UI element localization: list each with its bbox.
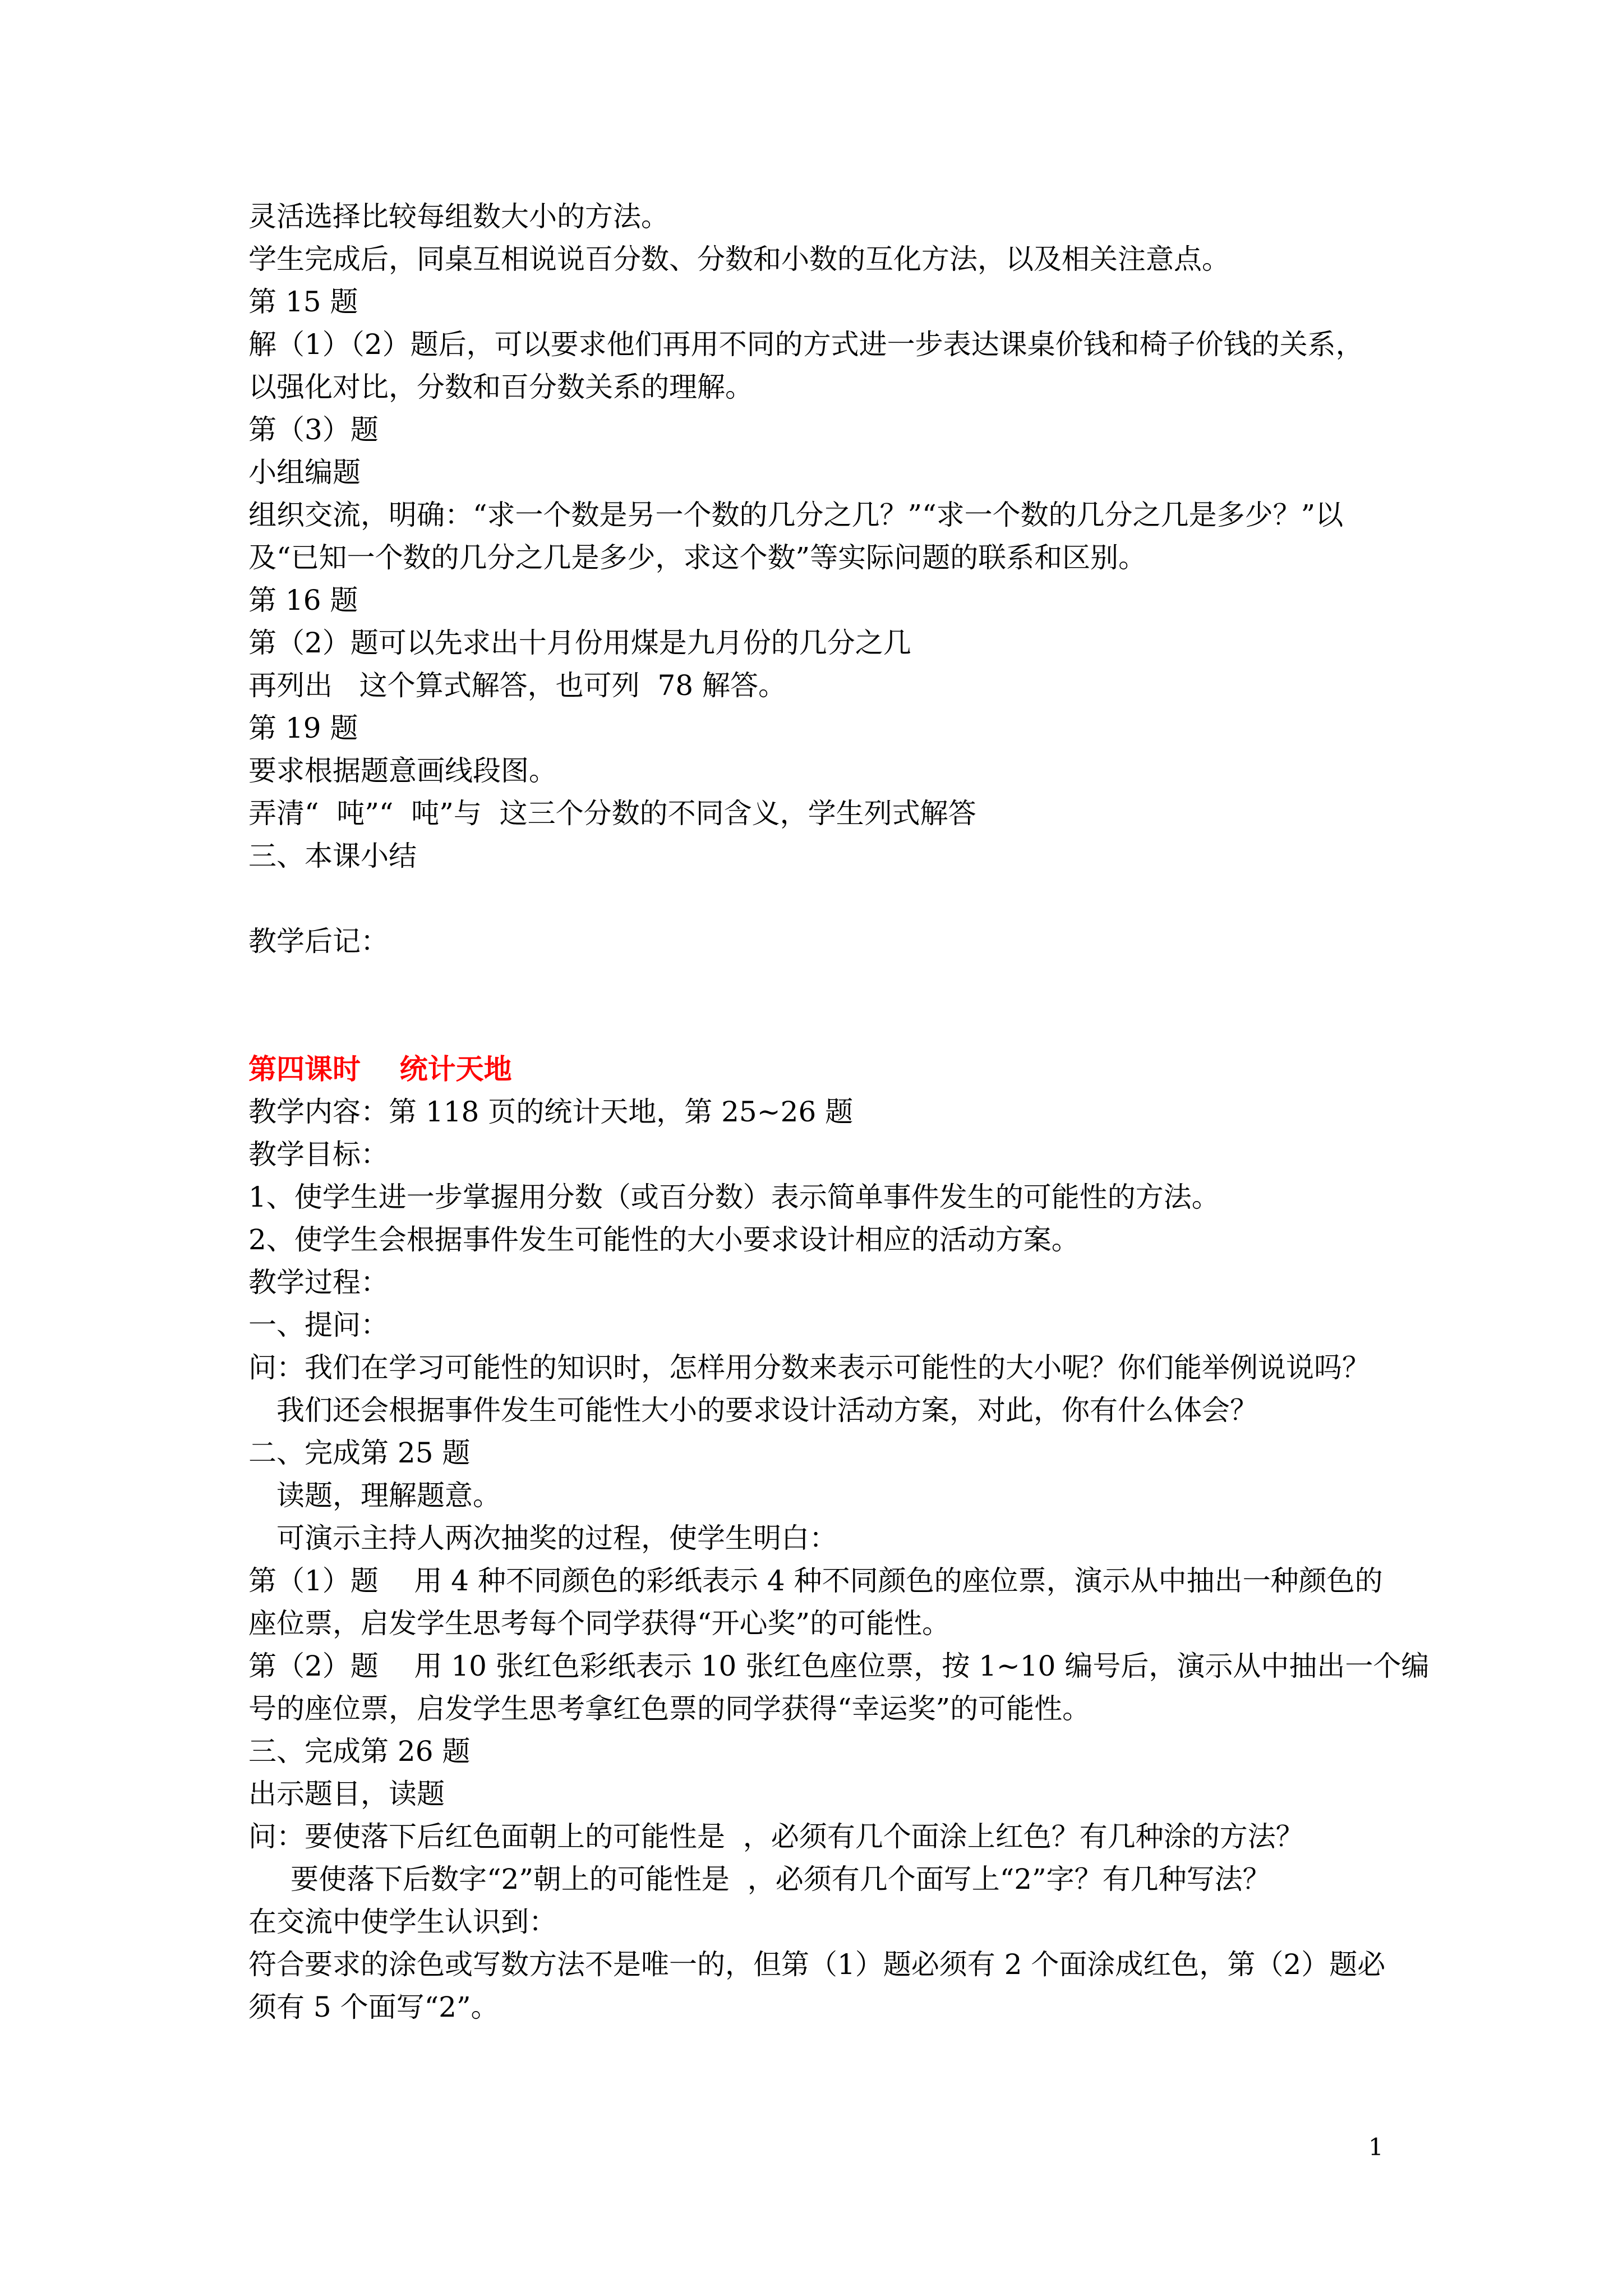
text-line: 出示题目，读题: [248, 1778, 445, 1810]
goals-label: 教学目标：: [248, 1138, 389, 1171]
page-number: 1: [1368, 2133, 1384, 2161]
goal-item: 1、使学生进一步掌握用分数（或百分数）表示简单事件发生的可能性的方法。: [248, 1181, 1220, 1213]
text-line: 第 16 题: [248, 584, 358, 616]
text-line: 第 15 题: [248, 286, 358, 318]
postscript-label: 教学后记：: [248, 925, 389, 958]
text-line: 可演示主持人两次抽奖的过程，使学生明白：: [276, 1522, 837, 1554]
text-line: 组织交流，明确：“求一个数是另一个数的几分之几？”“求一个数的几分之几是多少？”以: [248, 499, 1344, 531]
text-line: 须有 5 个面写“2”。: [248, 1991, 499, 2023]
process-label: 教学过程：: [248, 1266, 389, 1299]
spacer: [248, 877, 1415, 920]
text-line: 第（1）题 用 4 种不同颜色的彩纸表示 4 种不同颜色的座位票，演示从中抽出一种颜色的: [248, 1565, 1383, 1597]
step-heading: 二、完成第 25 题: [248, 1437, 471, 1469]
text-line: 号的座位票，启发学生思考拿红色票的同学获得“幸运奖”的可能性。: [248, 1692, 1091, 1725]
text-line: 座位票，启发学生思考每个同学获得“开心奖”的可能性。: [248, 1607, 951, 1640]
text-line: 三、本课小结: [248, 840, 417, 872]
text-line: 学生完成后，同桌互相说说百分数、分数和小数的互化方法，以及相关注意点。: [248, 243, 1230, 275]
text-line: 及“已知一个数的几分之几是多少，求这个数”等实际问题的联系和区别。: [248, 541, 1147, 574]
text-line: 灵活选择比较每组数大小的方法。: [248, 200, 669, 233]
step-heading: 三、完成第 26 题: [248, 1735, 471, 1768]
spacer: [248, 963, 1415, 1005]
lesson-content: 教学内容：第 118 页的统计天地，第 25~26 题: [248, 1096, 854, 1128]
text-line: 第 19 题: [248, 712, 358, 744]
text-line: 解（1）（2）题后，可以要求他们再用不同的方式进一步表达课桌价钱和椅子价钱的关系，: [248, 328, 1364, 361]
text-line: 弄清“ 吨”“ 吨”与 这三个分数的不同含义，学生列式解答: [248, 797, 976, 830]
text-line: 符合要求的涂色或写数方法不是唯一的，但第（1）题必须有 2 个面涂成红色，第（2）题必: [248, 1948, 1386, 1981]
text-line: 第（2）题 用 10 张红色彩纸表示 10 张红色座位票，按 1~10 编号后，演示从中抽出一个编: [248, 1650, 1430, 1682]
document-body: [248, 195, 1430, 2028]
text-line: 问：我们在学习可能性的知识时，怎样用分数来表示可能性的大小呢？你们能举例说说吗？: [248, 1351, 1370, 1384]
text-line: 问：要使落下后红色面朝上的可能性是 ，必须有几个面涂上红色？有几种涂的方法？: [248, 1820, 1304, 1853]
text-line: 第（3）题: [248, 413, 379, 446]
goal-item: 2、使学生会根据事件发生可能性的大小要求设计相应的活动方案。: [248, 1223, 1080, 1256]
text-line: 在交流中使学生认识到：: [248, 1906, 557, 1938]
text-line: 要求根据题意画线段图。: [248, 754, 557, 787]
spacer: [248, 1005, 1415, 1048]
text-line: 我们还会根据事件发生可能性大小的要求设计活动方案，对此，你有什么体会？: [276, 1394, 1258, 1427]
text-line: 要使落下后数字“2”朝上的可能性是 ，必须有几个面写上“2”字？有几种写法？: [291, 1863, 1271, 1895]
text-line: 小组编题: [248, 456, 361, 489]
lesson-heading: 第四课时 统计天地: [248, 1052, 512, 1085]
step-heading: 一、提问：: [248, 1309, 389, 1341]
text-line: 第（2）题可以先求出十月份用煤是九月份的几分之几: [248, 627, 911, 659]
text-line: 读题，理解题意。: [276, 1479, 501, 1512]
text-line: 以强化对比，分数和百分数关系的理解。: [248, 371, 753, 403]
text-line: 再列出 这个算式解答，也可列 78 解答。: [248, 669, 786, 702]
